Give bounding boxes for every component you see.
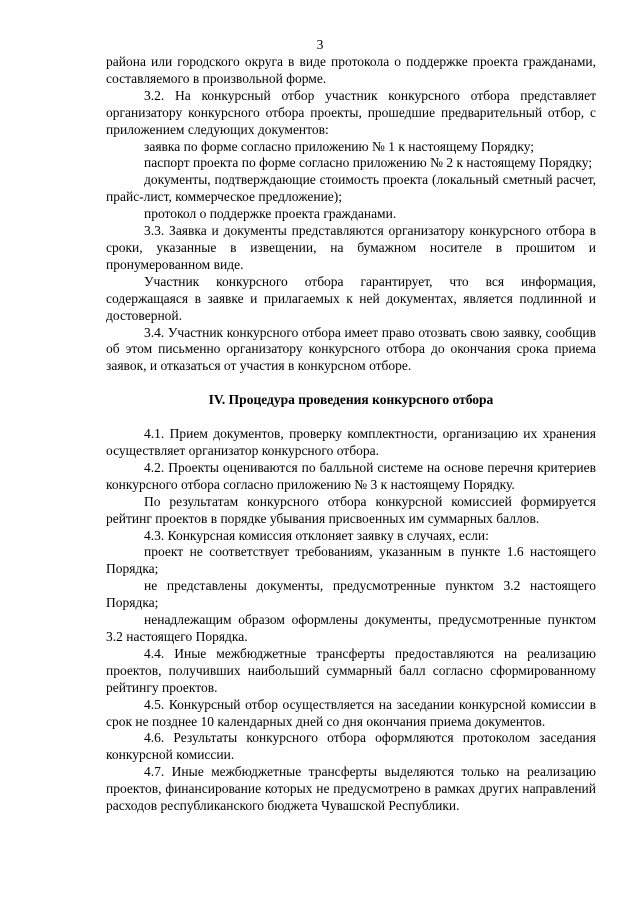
list-item-reject-missing: не представлены документы, предусмотренные пунктом 3.2 настоящего Порядка; (106, 578, 596, 611)
paragraph-3-2: 3.2. На конкурсный отбор участник конкурсного отбора представляет организатору конкурсного отбора проекты, прошедшие предварительный отбор, с приложением следующих документов: (106, 87, 596, 137)
paragraph-3-3: 3.3. Заявка и документы представляются организатору конкурсного отбора в сроки, указанные в извещении, на бумажном носителе в прошитом и пронумерованном виде. (106, 223, 596, 272)
paragraph-3-4: 3.4. Участник конкурсного отбора имеет право отозвать свою заявку, сообщив об этом письменно организатору конкурсного отбора до окончания срока приема заявок, и отказаться от участия в конкурсном отборе. (106, 324, 596, 374)
section-heading: IV. Процедура проведения конкурсного отбора (208, 392, 494, 408)
paragraph-4-4: 4.4. Иные межбюджетные трансферты предоставляются на реализацию проектов, получивших наибольший суммарный балл согласно сформированному рейтингу проектов. (106, 645, 596, 695)
list-item-passport: паспорт проекта по форме согласно приложению № 2 к настоящему Порядку; (144, 155, 593, 171)
paragraph-4-7: 4.7. Иные межбюджетные трансферты выделяются только на реализацию проектов, финансирование которых не предусмотрено в рамках других направлений расходов республиканского бюджета Чувашской Республики. (106, 764, 596, 814)
list-item-cost-documents: документы, подтверждающие стоимость проекта (локальный сметный расчет, прайс-лист, коммерческое предложение); (106, 172, 596, 205)
paragraph-guarantee: Участник конкурсного отбора гарантирует, что вся информация, содержащаяся в заявке и прилагаемых к ней документах, является подлинной и достоверной. (106, 273, 596, 323)
paragraph-4-5: 4.5. Конкурсный отбор осуществляется на заседании конкурсной комиссии в срок не позднее 10 календарных дней со дня окончания приема документов. (106, 696, 596, 729)
paragraph-continuation: района или городского округа в виде протокола о поддержке проекта гражданами, составляемого в произвольной форме. (106, 54, 596, 86)
paragraph-4-6: 4.6. Результаты конкурсного отбора оформляются протоколом заседания конкурсной комиссии. (106, 730, 596, 763)
document-body (106, 54, 596, 815)
paragraph-4-1: 4.1. Прием документов, проверку комплектности, организацию их хранения осуществляет организатор конкурсного отбора. (106, 426, 596, 459)
list-item-protocol: протокол о поддержке проекта гражданами. (144, 206, 397, 222)
list-item-reject-requirements: проект не соответствует требованиям, указанным в пункте 1.6 настоящего Порядка; (106, 544, 596, 577)
paragraph-rating: По результатам конкурсного отбора конкурсной комиссией формируется рейтинг проектов в порядке убывания присвоенных им суммарных баллов. (106, 493, 596, 526)
paragraph-4-3: 4.3. Конкурсная комиссия отклоняет заявку в случаях, если: (144, 527, 489, 543)
paragraph-4-2: 4.2. Проекты оцениваются по балльной системе на основе перечня критериев конкурсного отбора согласно приложению № 3 к настоящему Порядку. (106, 459, 596, 492)
page-number: 3 (316, 37, 324, 52)
list-item-reject-improper: ненадлежащим образом оформлены документы, предусмотренные пунктом 3.2 настоящего Порядка. (106, 612, 596, 644)
list-item-application: заявка по форме согласно приложению № 1 к настоящему Порядку; (144, 138, 535, 154)
